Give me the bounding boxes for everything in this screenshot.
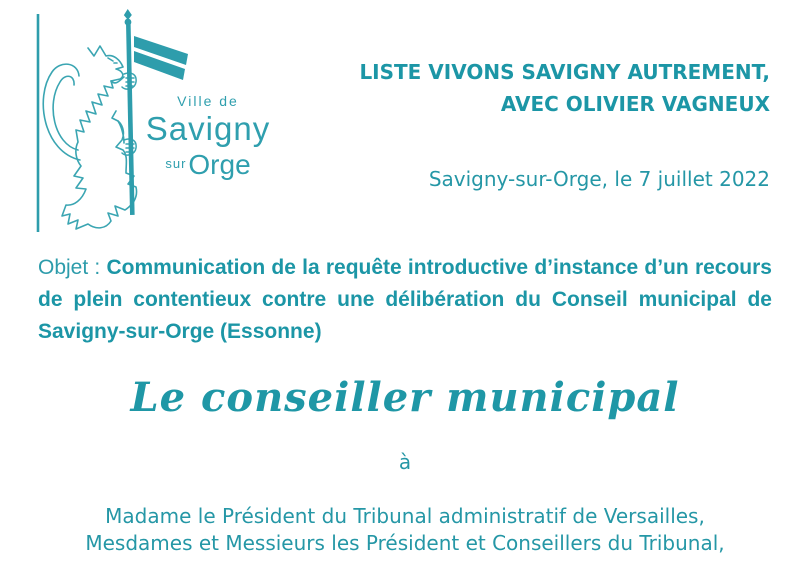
logo-wordmark <box>140 94 276 179</box>
object-label: Objet : <box>38 256 101 279</box>
logo-sur: sur <box>165 156 187 171</box>
recipient-address <box>0 503 810 557</box>
sender-header <box>359 56 770 120</box>
sender-title-script: Le conseiller municipal <box>130 374 680 421</box>
sender-header-line1: LISTE VIVONS SAVIGNY AUTREMENT, <box>359 60 770 84</box>
finial-icon <box>124 9 132 20</box>
logo-ville-de: Ville de <box>177 93 239 109</box>
lion-tail <box>43 64 80 160</box>
recipient-preposition: à <box>398 450 412 474</box>
flag-icon <box>134 36 188 80</box>
place-date-line: Savigny-sur-Orge, le 7 juillet 2022 <box>428 167 770 191</box>
logo-savigny: Savigny <box>145 110 271 147</box>
sender-header-line2: AVEC OLIVIER VAGNEUX <box>500 92 770 116</box>
object-text: Communication de la requête introductive d’instance d’un recours de plein contentieux contre une délibération du Conseil municipal de Savigny-sur-Orge (Essonne) <box>38 256 772 343</box>
logo-orge: Orge <box>188 149 251 180</box>
object-paragraph <box>38 252 772 348</box>
recipient-line2: Mesdames et Messieurs les Président et Conseillers du Tribunal, <box>85 531 725 555</box>
logo-sur-orge <box>140 151 276 179</box>
recipient-line1: Madame le Président du Tribunal administratif de Versailles, <box>105 504 705 528</box>
